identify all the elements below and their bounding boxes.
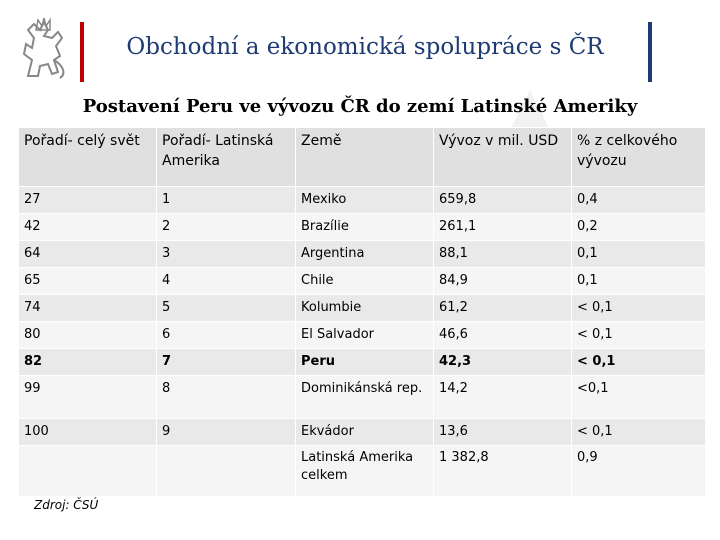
table-cell: Peru [296, 349, 434, 376]
col-header-country: Země [296, 128, 434, 187]
table-cell: 0,1 [572, 268, 706, 295]
page-subtitle: Postavení Peru ve vývozu ČR do zemí Latinské Ameriky [82, 96, 638, 117]
table-cell: 7 [157, 349, 296, 376]
table-cell: 13,6 [434, 419, 572, 446]
table-cell: 0,2 [572, 214, 706, 241]
table-cell [157, 446, 296, 497]
col-header-export: Vývoz v mil. USD [434, 128, 572, 187]
table-cell: 0,9 [572, 446, 706, 497]
table-cell: 0,1 [572, 241, 706, 268]
table-cell: 14,2 [434, 376, 572, 419]
table-cell: 64 [19, 241, 157, 268]
col-header-latam-rank: Pořadí- Latinská Amerika [157, 128, 296, 187]
table-row-peru [19, 349, 706, 376]
page-title: Obchodní a ekonomická spolupráce s ČR [126, 34, 604, 60]
table-row [19, 376, 706, 419]
czech-lion-emblem-icon [14, 16, 72, 82]
table-cell: 659,8 [434, 187, 572, 214]
table-cell: 74 [19, 295, 157, 322]
table-cell: Ekvádor [296, 419, 434, 446]
table-cell: < 0,1 [572, 349, 706, 376]
table-row [19, 268, 706, 295]
accent-bar-left [80, 22, 84, 82]
table-cell: 46,6 [434, 322, 572, 349]
table-cell: 9 [157, 419, 296, 446]
table-cell: < 0,1 [572, 419, 706, 446]
table-cell: 88,1 [434, 241, 572, 268]
table-cell: 8 [157, 376, 296, 419]
table-cell: Brazílie [296, 214, 434, 241]
table-cell: <0,1 [572, 376, 706, 419]
table-cell: 100 [19, 419, 157, 446]
table-cell: Latinská Amerika celkem [296, 446, 434, 497]
table-row-total [19, 446, 706, 497]
col-header-share: % z celkového vývozu [572, 128, 706, 187]
table-cell: Chile [296, 268, 434, 295]
table-cell: 3 [157, 241, 296, 268]
table-cell: 1 [157, 187, 296, 214]
accent-bar-right [648, 22, 652, 82]
table-cell: 42,3 [434, 349, 572, 376]
table-cell: Mexiko [296, 187, 434, 214]
source-note: Zdroj: ČSÚ [34, 498, 99, 512]
table-cell: 61,2 [434, 295, 572, 322]
table-cell: 65 [19, 268, 157, 295]
export-table [18, 127, 706, 497]
table-header-row [19, 128, 706, 187]
table-cell: 261,1 [434, 214, 572, 241]
table-cell: Kolumbie [296, 295, 434, 322]
table-row [19, 295, 706, 322]
table-row [19, 187, 706, 214]
table-cell: 82 [19, 349, 157, 376]
table-cell: 4 [157, 268, 296, 295]
table-cell: 42 [19, 214, 157, 241]
table-row [19, 214, 706, 241]
table-cell: 1 382,8 [434, 446, 572, 497]
table-cell: 84,9 [434, 268, 572, 295]
table-cell: 2 [157, 214, 296, 241]
col-header-world-rank: Pořadí- celý svět [19, 128, 157, 187]
table-cell: 80 [19, 322, 157, 349]
table-cell: El Salvador [296, 322, 434, 349]
table-row [19, 241, 706, 268]
table-cell: 0,4 [572, 187, 706, 214]
table-cell: < 0,1 [572, 322, 706, 349]
table-row [19, 419, 706, 446]
table-cell [19, 446, 157, 497]
table-cell: 5 [157, 295, 296, 322]
table-cell: 99 [19, 376, 157, 419]
table-cell: 6 [157, 322, 296, 349]
table-row [19, 322, 706, 349]
table-cell: Argentina [296, 241, 434, 268]
table-cell: < 0,1 [572, 295, 706, 322]
table-cell: 27 [19, 187, 157, 214]
table-cell: Dominikánská rep. [296, 376, 434, 419]
